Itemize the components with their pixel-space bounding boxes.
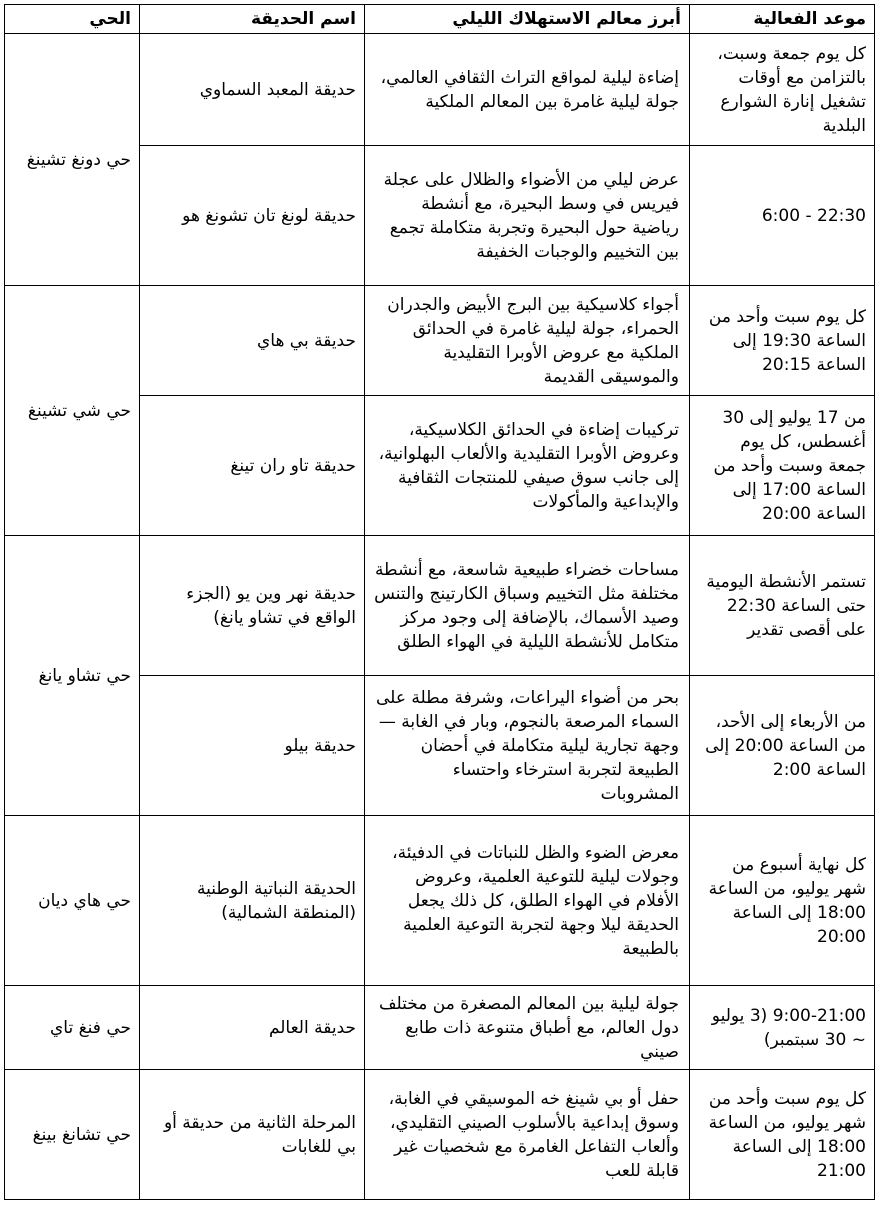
cell-time: من 17 يوليو إلى 30 أغسطس، كل يوم جمعة وسبت وأحد من الساعة 17:00 إلى الساعة 20:00 <box>690 396 875 536</box>
page <box>4 4 874 1200</box>
cell-park: حديقة نهر وين يو (الجزء الواقع في تشاو يانغ) <box>140 536 365 676</box>
cell-district: حي شي تشينغ <box>5 286 140 536</box>
table-row <box>5 286 875 396</box>
cell-features: حفل أو بي شينغ خه الموسيقي في الغابة، وسوق إبداعية بالأسلوب الصيني التقليدي، وألعاب التفاعل الغامرة مع شخصيات غير قابلة للعب <box>365 1070 690 1200</box>
cell-time: كل يوم سبت وأحد من شهر يوليو، من الساعة 18:00 إلى الساعة 21:00 <box>690 1070 875 1200</box>
cell-features: جولة ليلية بين المعالم المصغرة من مختلف دول العالم، مع أطباق متنوعة ذات طابع صيني <box>365 986 690 1070</box>
night-parks-table <box>4 4 875 1200</box>
header-park: اسم الحديقة <box>140 5 365 34</box>
table-row <box>5 816 875 986</box>
cell-features: إضاءة ليلية لمواقع التراث الثقافي العالمي، جولة ليلية غامرة بين المعالم الملكية <box>365 34 690 146</box>
cell-park: المرحلة الثانية من حديقة أو بي للغابات <box>140 1070 365 1200</box>
cell-time: كل يوم جمعة وسبت، بالتزامن مع أوقات تشغيل إنارة الشوارع البلدية <box>690 34 875 146</box>
cell-district: حي تشانغ بينغ <box>5 1070 140 1200</box>
cell-park: حديقة لونغ تان تشونغ هو <box>140 146 365 286</box>
cell-district: حي هاي ديان <box>5 816 140 986</box>
cell-features: بحر من أضواء اليراعات، وشرفة مطلة على السماء المرصعة بالنجوم، وبار في الغابة — وجهة تجارية ليلية متكاملة في أحضان الطبيعة لتجربة استرخاء واحتساء المشروبات <box>365 676 690 816</box>
cell-park: حديقة تاو ران تينغ <box>140 396 365 536</box>
cell-park: الحديقة النباتية الوطنية (المنطقة الشمالية) <box>140 816 365 986</box>
cell-district: حي دونغ تشينغ <box>5 34 140 286</box>
cell-park: حديقة العالم <box>140 986 365 1070</box>
table-body <box>5 34 875 1200</box>
cell-time: تستمر الأنشطة اليومية حتى الساعة 22:30 على أقصى تقدير <box>690 536 875 676</box>
cell-features: عرض ليلي من الأضواء والظلال على عجلة فيريس في وسط البحيرة، مع أنشطة رياضية حول البحيرة وتجربة متكاملة تجمع بين التخييم والوجبات الخفيفة <box>365 146 690 286</box>
header-time: موعد الفعالية <box>690 5 875 34</box>
cell-time: 9:00-21:00 (3 يوليو ~ 30 سبتمبر) <box>690 986 875 1070</box>
cell-features: تركيبات إضاءة في الحدائق الكلاسيكية، وعروض الأوبرا التقليدية والألعاب البهلوانية، إلى جانب سوق صيفي للمنتجات الثقافية والإبداعية والمأكولات <box>365 396 690 536</box>
header-row <box>5 5 875 34</box>
cell-park: حديقة المعبد السماوي <box>140 34 365 146</box>
cell-park: حديقة بي هاي <box>140 286 365 396</box>
table-row <box>5 34 875 146</box>
cell-features: مساحات خضراء طبيعية شاسعة، مع أنشطة مختلفة مثل التخييم وسباق الكارتينج والتنس وصيد الأسماك، بالإضافة إلى وجود مركز متكامل للأنشطة الليلية في الهواء الطلق <box>365 536 690 676</box>
cell-park: حديقة بيلو <box>140 676 365 816</box>
header-features: أبرز معالم الاستهلاك الليلي <box>365 5 690 34</box>
cell-district: حي فنغ تاي <box>5 986 140 1070</box>
cell-time: 22:30 - 6:00 <box>690 146 875 286</box>
cell-features: أجواء كلاسيكية بين البرج الأبيض والجدران الحمراء، جولة ليلية غامرة في الحدائق الملكية مع عروض الأوبرا التقليدية والموسيقى القديمة <box>365 286 690 396</box>
cell-features: معرض الضوء والظل للنباتات في الدفيئة، وجولات ليلية للتوعية العلمية، وعروض الأفلام في الهواء الطلق، كل ذلك يجعل الحديقة ليلا وجهة لتجربة التوعية العلمية بالطبيعة <box>365 816 690 986</box>
header-district: الحي <box>5 5 140 34</box>
cell-district: حي تشاو يانغ <box>5 536 140 816</box>
table-row <box>5 1070 875 1200</box>
table-row <box>5 536 875 676</box>
cell-time: من الأربعاء إلى الأحد، من الساعة 20:00 إلى الساعة 2:00 <box>690 676 875 816</box>
cell-time: كل نهاية أسبوع من شهر يوليو، من الساعة 18:00 إلى الساعة 20:00 <box>690 816 875 986</box>
cell-time: كل يوم سبت وأحد من الساعة 19:30 إلى الساعة 20:15 <box>690 286 875 396</box>
table-row <box>5 986 875 1070</box>
